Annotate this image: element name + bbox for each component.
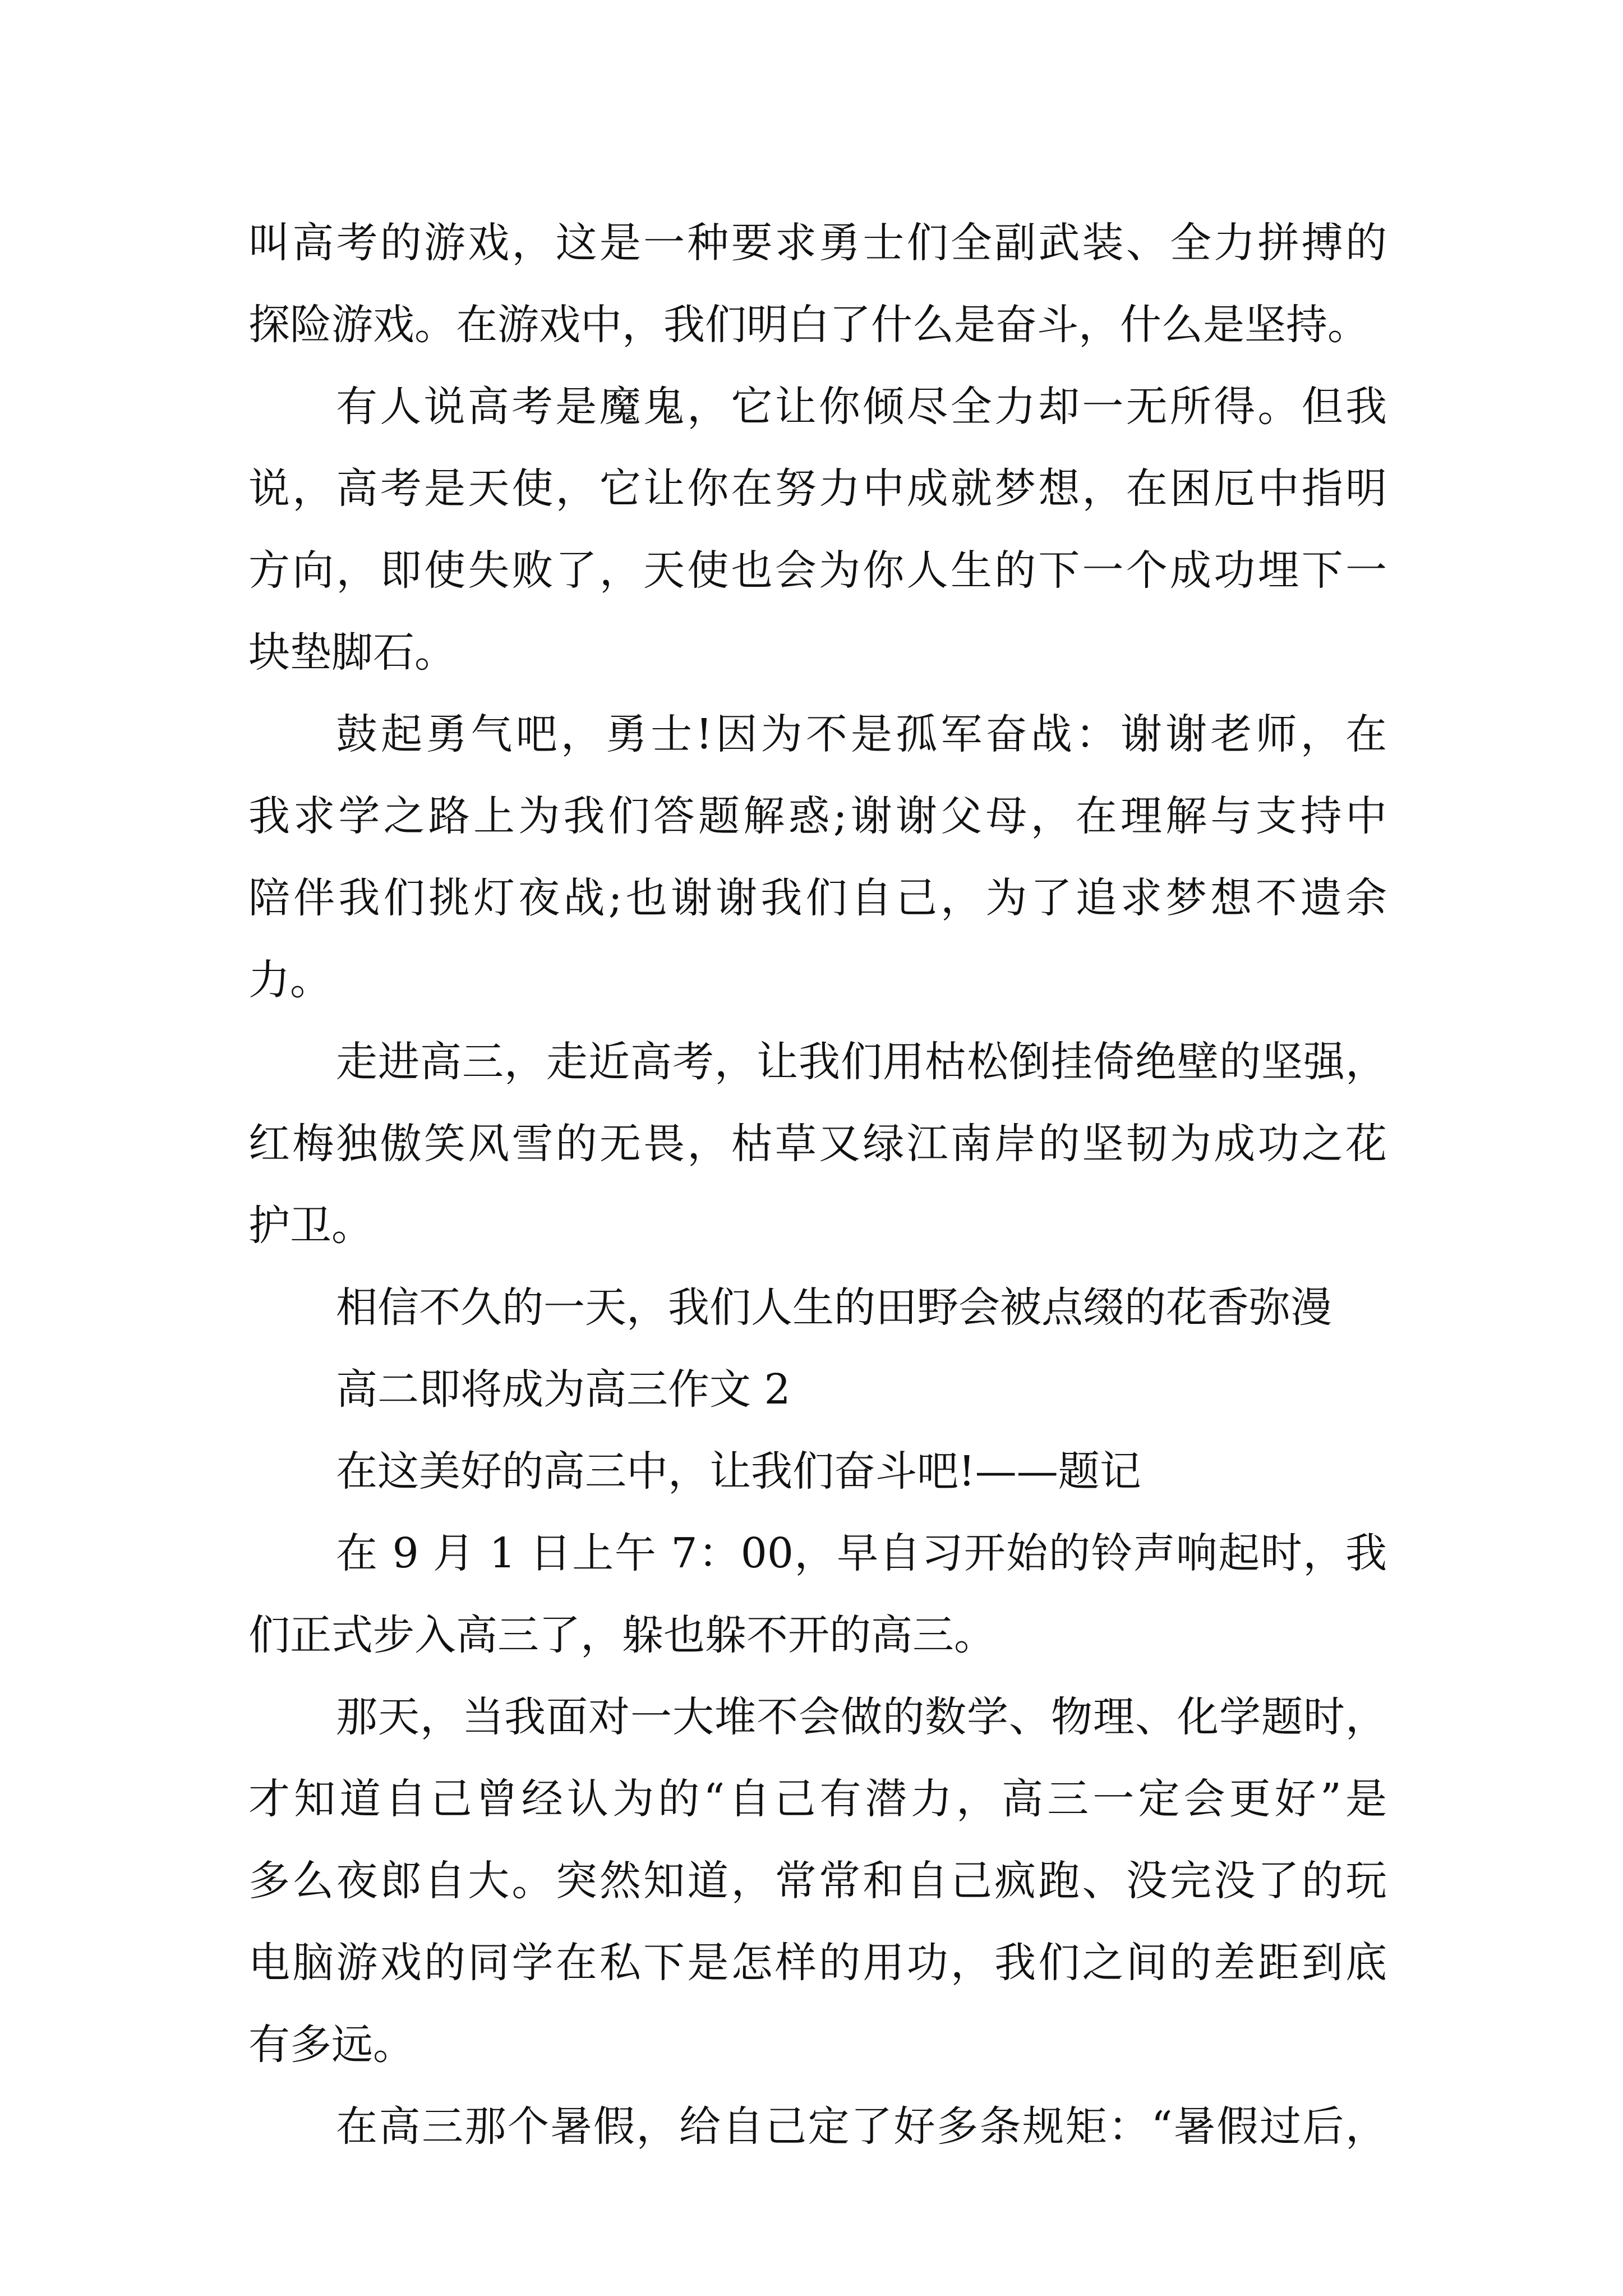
text-line: 红梅独傲笑风雪的无畏，枯草又绿江南岸的坚韧为成功之花 xyxy=(248,1120,1387,1168)
text-line: 才知道自己曾经认为的“自己有潜力，高三一定会更好”是 xyxy=(248,1775,1387,1823)
text-line: 高二即将成为高三作文 2 xyxy=(336,1365,791,1414)
text-line: 电脑游戏的同学在私下是怎样的用功，我们之间的差距到底 xyxy=(248,1939,1387,1987)
text-line: 多么夜郎自大。突然知道，常常和自己疯跑、没完没了的玩 xyxy=(248,1857,1387,1905)
essay-body xyxy=(248,202,1387,2168)
text-line: 陪伴我们挑灯夜战;也谢谢我们自己，为了追求梦想不遗余 xyxy=(248,874,1387,922)
text-line: 们正式步入高三了，躲也躲不开的高三。 xyxy=(248,1611,995,1659)
text-line: 在高三那个暑假，给自己定了好多条规矩：“暑假过后， xyxy=(336,2102,1387,2151)
text-line: 我求学之路上为我们答题解惑;谢谢父母，在理解与支持中 xyxy=(248,792,1387,840)
text-line: 走进高三，走近高考，让我们用枯松倒挂倚绝壁的坚强， xyxy=(336,1038,1387,1086)
text-line: 说，高考是天使，它让你在努力中成就梦想，在困厄中指明 xyxy=(248,464,1387,513)
text-line: 有人说高考是魔鬼，它让你倾尽全力却一无所得。但我 xyxy=(336,383,1387,431)
text-line: 块垫脚石。 xyxy=(248,628,456,677)
text-line: 护卫。 xyxy=(248,1202,373,1250)
text-line: 在 9 月 1 日上午 7：00，早自习开始的铃声响起时，我 xyxy=(336,1529,1387,1577)
text-line: 有多远。 xyxy=(248,2021,414,2069)
text-line: 鼓起勇气吧，勇士!因为不是孤军奋战：谢谢老师，在 xyxy=(336,710,1387,758)
text-line: 相信不久的一天，我们人生的田野会被点缀的花香弥漫 xyxy=(336,1283,1332,1332)
text-line: 那天，当我面对一大堆不会做的数学、物理、化学题时， xyxy=(336,1693,1387,1741)
text-line: 方向，即使失败了，天使也会为你人生的下一个成功埋下一 xyxy=(248,546,1387,595)
text-line: 探险游戏。在游戏中，我们明白了什么是奋斗，什么是坚持。 xyxy=(248,301,1369,349)
text-line: 力。 xyxy=(248,956,331,1004)
text-line: 叫高考的游戏，这是一种要求勇士们全副武装、全力拼搏的 xyxy=(248,219,1387,267)
text-line: 在这美好的高三中，让我们奋斗吧!——题记 xyxy=(336,1447,1141,1496)
